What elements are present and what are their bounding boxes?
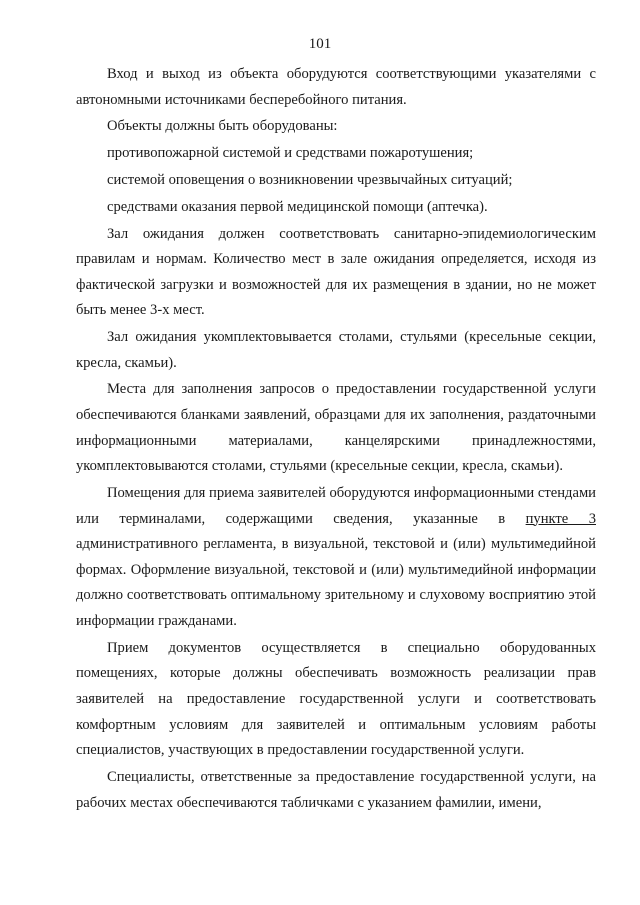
list-item-first-aid: средствами оказания первой медицинской помощи (аптечка). bbox=[107, 198, 488, 215]
document-body bbox=[76, 62, 596, 816]
info-stands-text-before: Помещения для приема заявителей оборудуются информационными стендами или терминалами, содержащими сведения, указанные в bbox=[76, 485, 596, 527]
paragraph-waiting-room: Зал ожидания должен соответствовать санитарно-эпидемиологическим правилам и нормам. Количество мест в зале ожидания определяется, исходя из фактической загрузки и возможностей для их размещения в здании, но не может быть менее 3-х мест. bbox=[76, 225, 596, 319]
info-stands-text-after: административного регламента, в визуальной, текстовой и (или) мультимедийной формах. Оформление визуальной, текстовой и (или) мультимедийной информации должно соответствовать оптимальному зрительному и слуховому восприятию этой информации гражданами. bbox=[76, 536, 596, 629]
page-number: 101 bbox=[308, 36, 332, 52]
paragraph-info-stands bbox=[76, 481, 596, 635]
paragraph-equipment-intro: Объекты должны быть оборудованы: bbox=[107, 118, 338, 135]
point-3-link[interactable]: пункте 3 bbox=[525, 510, 596, 527]
paragraph-entrance-exit: Вход и выход из объекта оборудуются соответствующими указателями с автономными источниками бесперебойного питания. bbox=[76, 66, 596, 108]
paragraph-request-places: Места для заполнения запросов о предоставлении государственной услуги обеспечиваются бланками заявлений, образцами для их заполнения, раздаточными информационными материалами, канцелярскими принадлежностями, укомплектовываются столами, стульями (кресельные секции, кресла, скамьи). bbox=[76, 381, 596, 475]
list-item-fire-system: противопожарной системой и средствами пожаротушения; bbox=[107, 145, 474, 162]
paragraph-document-reception: Прием документов осуществляется в специально оборудованных помещениях, которые должны обеспечивать возможность реализации прав заявителей на предоставление государственной услуги и соответствовать комфортным условиям для заявителей и оптимальным условиям работы специалистов, участвующих в предоставлении государственной услуги. bbox=[76, 639, 596, 759]
paragraph-waiting-room-furniture: Зал ожидания укомплектовывается столами, стульями (кресельные секции, кресла, скамьи). bbox=[76, 329, 596, 371]
list-item-alert-system: системой оповещения о возникновении чрезвычайных ситуаций; bbox=[107, 171, 513, 188]
paragraph-specialists: Специалисты, ответственные за предоставление государственной услуги, на рабочих местах обеспечиваются табличками с указанием фамилии, имени, bbox=[76, 768, 596, 811]
